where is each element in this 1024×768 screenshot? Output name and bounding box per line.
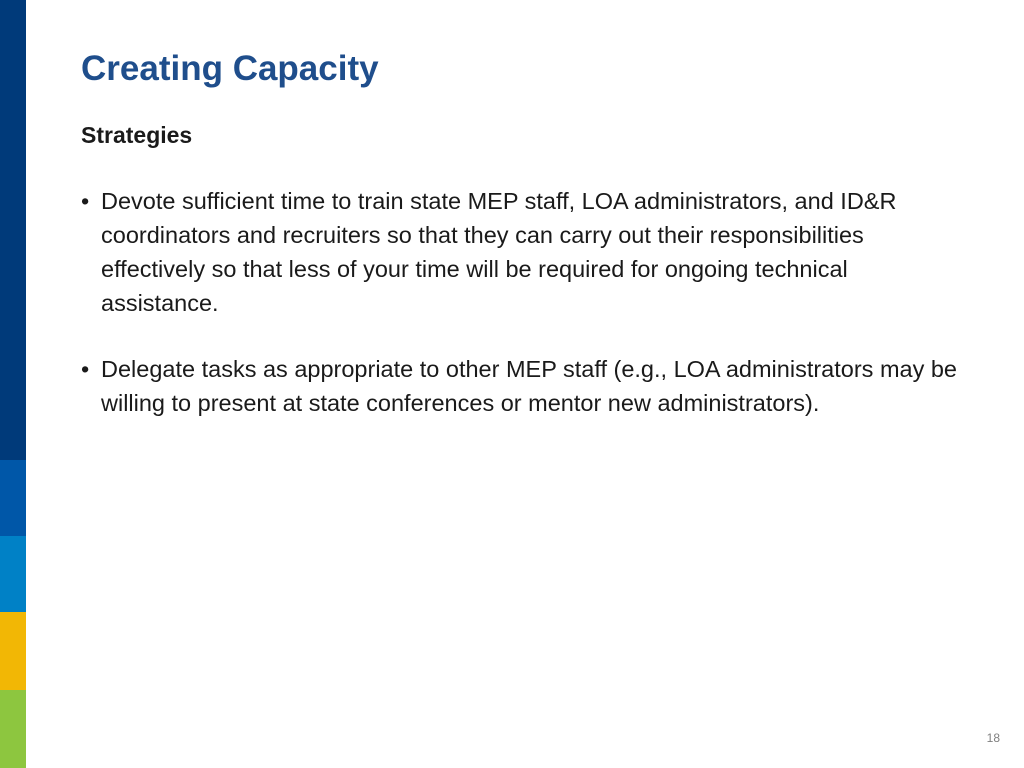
side-bar-navy-segment: [0, 0, 26, 460]
bullet-item: [81, 184, 961, 320]
bullet-item: [81, 352, 961, 420]
side-color-bar: [0, 0, 26, 768]
slide-title: Creating Capacity: [81, 49, 379, 88]
bullet-text: Devote sufficient time to train state MEP staff, LOA administrators, and ID&R coordinators and recruiters so that they can carry out their responsibilities effectively so that less of your time will be required for ongoing technical assistance.: [101, 188, 897, 316]
bullet-dot-icon: •: [81, 356, 90, 382]
slide-subtitle: Strategies: [81, 122, 193, 148]
bullet-text: Delegate tasks as appropriate to other MEP staff (e.g., LOA administrators may be willing to present at state conferences or mentor new administrators).: [101, 356, 958, 416]
bullet-dot-icon: •: [81, 188, 90, 214]
bullet-list: [81, 184, 961, 452]
side-bar-sky-segment: [0, 536, 26, 612]
side-bar-blue-segment: [0, 460, 26, 536]
page-number: 18: [986, 731, 1000, 745]
side-bar-green-segment: [0, 690, 26, 768]
side-bar-yellow-segment: [0, 612, 26, 690]
